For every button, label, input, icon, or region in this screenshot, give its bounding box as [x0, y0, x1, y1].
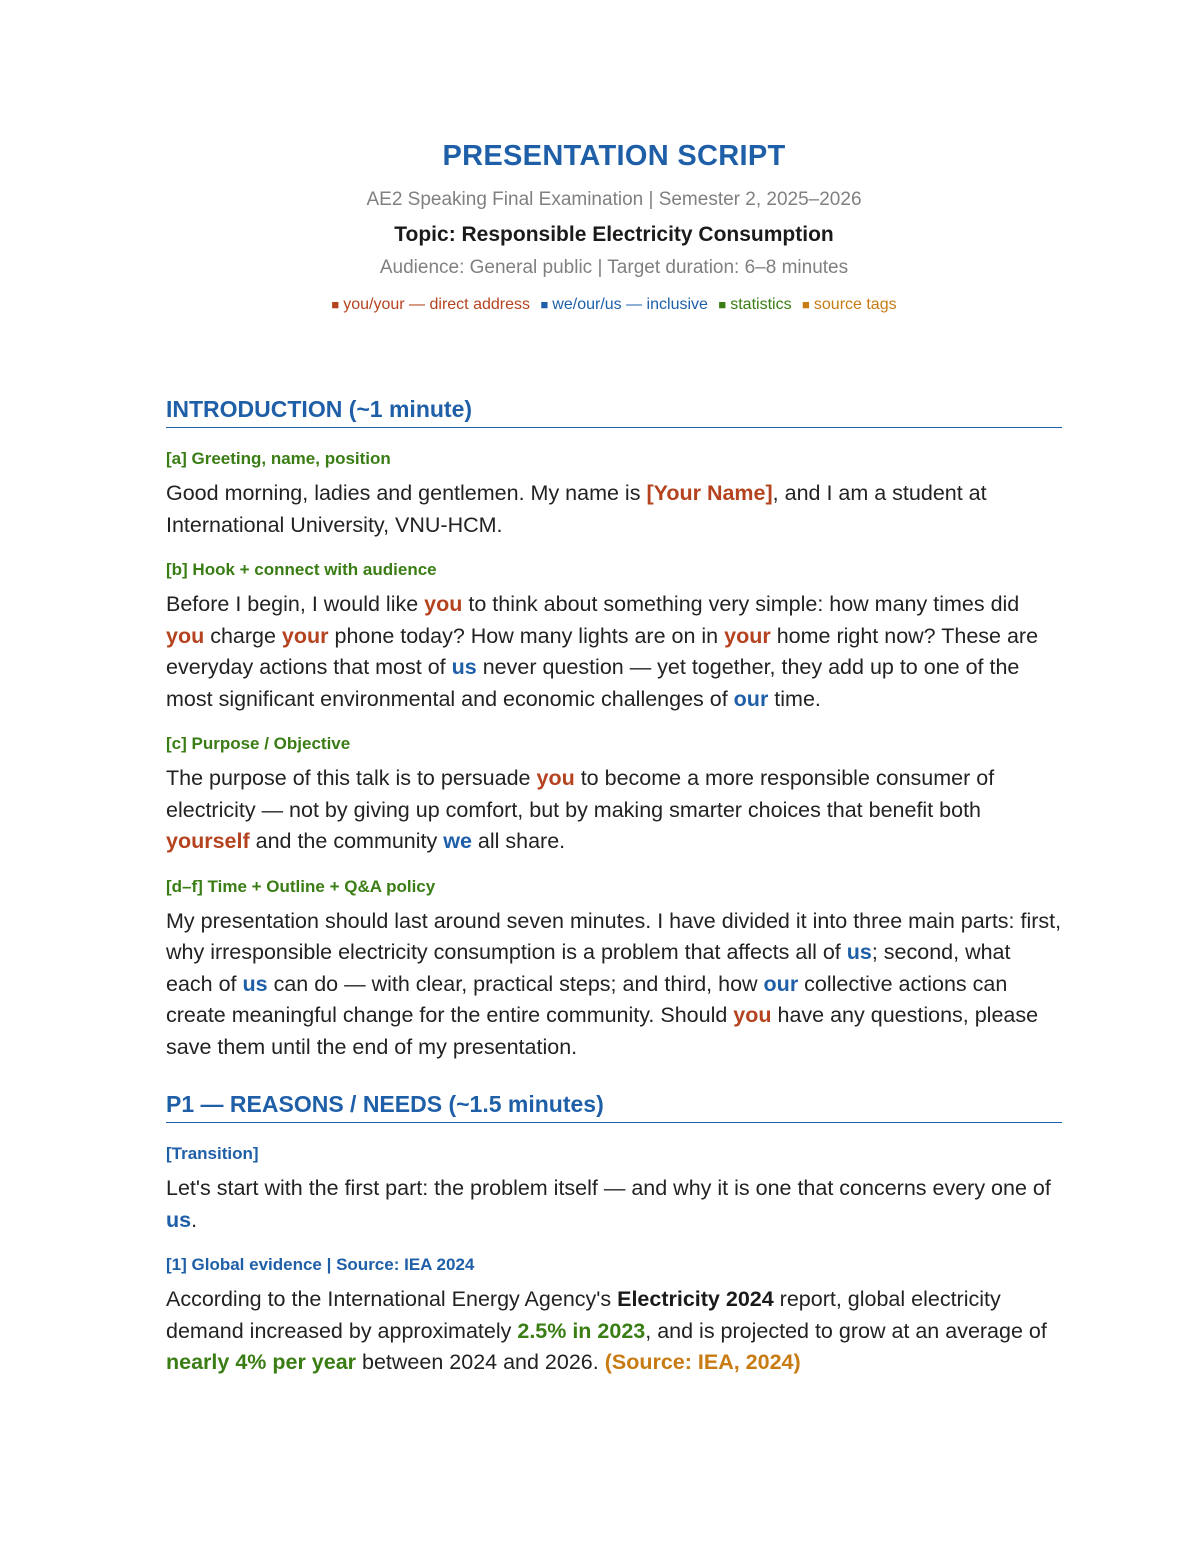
- text-run: charge: [204, 623, 282, 648]
- text-run: collective actions can create meaningful change for the entire community. Should: [166, 971, 1008, 1027]
- paragraph-greeting: [166, 478, 1062, 541]
- highlight-yourself: yourself: [166, 829, 250, 853]
- document-header: [166, 138, 1062, 316]
- legend-square-icon: ■: [802, 297, 810, 312]
- legend-label: source tags: [813, 296, 897, 313]
- text-run: and the community: [249, 829, 444, 853]
- legend-item-source: [802, 296, 897, 313]
- paragraph-hook: [166, 589, 1062, 715]
- text-run: between 2024 and 2026.: [356, 1350, 605, 1374]
- paragraph-transition: [166, 1173, 1062, 1236]
- legend-square-icon: ■: [331, 297, 340, 312]
- text-run: have any questions, please save them until the end of my presentation.: [166, 1003, 1039, 1059]
- highlight-us: us: [242, 971, 268, 996]
- text-run: My presentation should last around seven minutes. I have divided it into three main parts: first, why irresponsible electricity consumption is a problem that affects all of: [166, 908, 1062, 964]
- section-heading: P1 — REASONS / NEEDS (~1.5 minutes): [166, 1089, 1062, 1123]
- text-run: time.: [768, 686, 821, 711]
- text-run: all share.: [471, 829, 566, 853]
- legend-square-icon: ■: [718, 297, 727, 312]
- text-run: Before I begin, I would like: [166, 592, 425, 616]
- section-heading: INTRODUCTION (~1 minute): [166, 394, 1062, 428]
- highlight-you: you: [166, 623, 205, 648]
- text-run: phone today? How many lights are on in: [328, 623, 725, 648]
- legend-label: we/our/us — inclusive: [552, 296, 708, 313]
- text-run: Let's start with the first part: the problem itself — and why it is one that concerns every one of: [166, 1176, 1051, 1200]
- text-run: According to the International Energy Agency's: [166, 1287, 618, 1311]
- text-run: The purpose of this talk is to persuade: [166, 766, 537, 790]
- legend-square-icon: ■: [540, 297, 549, 312]
- highlight-us: us: [451, 655, 477, 679]
- legend-item-you: [331, 296, 530, 313]
- text-run: can do — with clear, practical steps; and third, how: [267, 971, 764, 996]
- highlight-we: we: [443, 829, 472, 853]
- audience-line: Audience: General public | Target duration: 6–8 minutes: [379, 257, 849, 278]
- highlight-you: you: [536, 766, 575, 790]
- legend-label: you/your — direct address: [343, 296, 530, 313]
- text-run: ; second, what each of: [166, 940, 1011, 996]
- paragraph-outline: [166, 906, 1062, 1064]
- paragraph-evidence: [166, 1284, 1062, 1379]
- report-name: Electricity 2024: [617, 1287, 774, 1311]
- placeholder-name: [Your Name]: [646, 481, 773, 505]
- highlight-us: us: [846, 940, 872, 964]
- source-tag: (Source: IEA, 2024): [604, 1350, 801, 1374]
- topic-line: Topic: Responsible Electricity Consumption: [394, 223, 834, 246]
- statistic-highlight: nearly 4% per year: [166, 1350, 357, 1374]
- text-run: to become a more responsible consumer of electricity — not by giving up comfort, but by making smarter choices that benefit both: [166, 766, 995, 822]
- highlight-us: us: [166, 1207, 192, 1232]
- subheading-purpose: [c] Purpose / Objective: [166, 734, 351, 753]
- legend-label: statistics: [730, 296, 792, 313]
- document-page: [166, 0, 1062, 1379]
- text-run: to think about something very simple: how many times did: [462, 592, 1020, 616]
- introduction-section: [166, 394, 1062, 1063]
- subheading-transition: [Transition]: [166, 1144, 259, 1163]
- highlight-your: your: [281, 623, 329, 648]
- subheading-evidence: [1] Global evidence | Source: IEA 2024: [166, 1255, 475, 1274]
- page-title: PRESENTATION SCRIPT: [442, 140, 786, 172]
- highlight-our: our: [733, 686, 769, 711]
- subheading-hook: [b] Hook + connect with audience: [166, 560, 437, 579]
- text-run: , and is projected to grow at an average of: [645, 1318, 1047, 1343]
- paragraph-purpose: [166, 763, 1062, 858]
- highlight-you: you: [733, 1003, 772, 1027]
- statistic-highlight: 2.5% in 2023: [517, 1318, 646, 1343]
- exam-subtitle: AE2 Speaking Final Examination | Semester 2, 2025–2026: [366, 189, 862, 210]
- text-run: Good morning, ladies and gentlemen. My name is: [166, 481, 647, 505]
- color-legend: [166, 294, 1062, 316]
- subheading-greeting: [a] Greeting, name, position: [166, 449, 391, 468]
- highlight-your: your: [724, 623, 771, 648]
- text-run: never question — yet together, they add up to one of the most significant environmental and economic challenges of: [166, 655, 1020, 711]
- legend-item-we: [540, 296, 707, 313]
- text-run: report, global electricity demand increased by approximately: [166, 1287, 1001, 1343]
- highlight-you: you: [424, 592, 463, 616]
- text-run: home right now? These are everyday actions that most of: [166, 623, 1039, 679]
- subheading-outline: [d–f] Time + Outline + Q&A policy: [166, 876, 436, 896]
- p1-section: [166, 1089, 1062, 1379]
- text-run: , and I am a student at International University, VNU-HCM.: [166, 481, 987, 537]
- legend-item-statistics: [718, 296, 791, 313]
- highlight-our: our: [763, 971, 799, 996]
- text-run: .: [191, 1207, 198, 1232]
